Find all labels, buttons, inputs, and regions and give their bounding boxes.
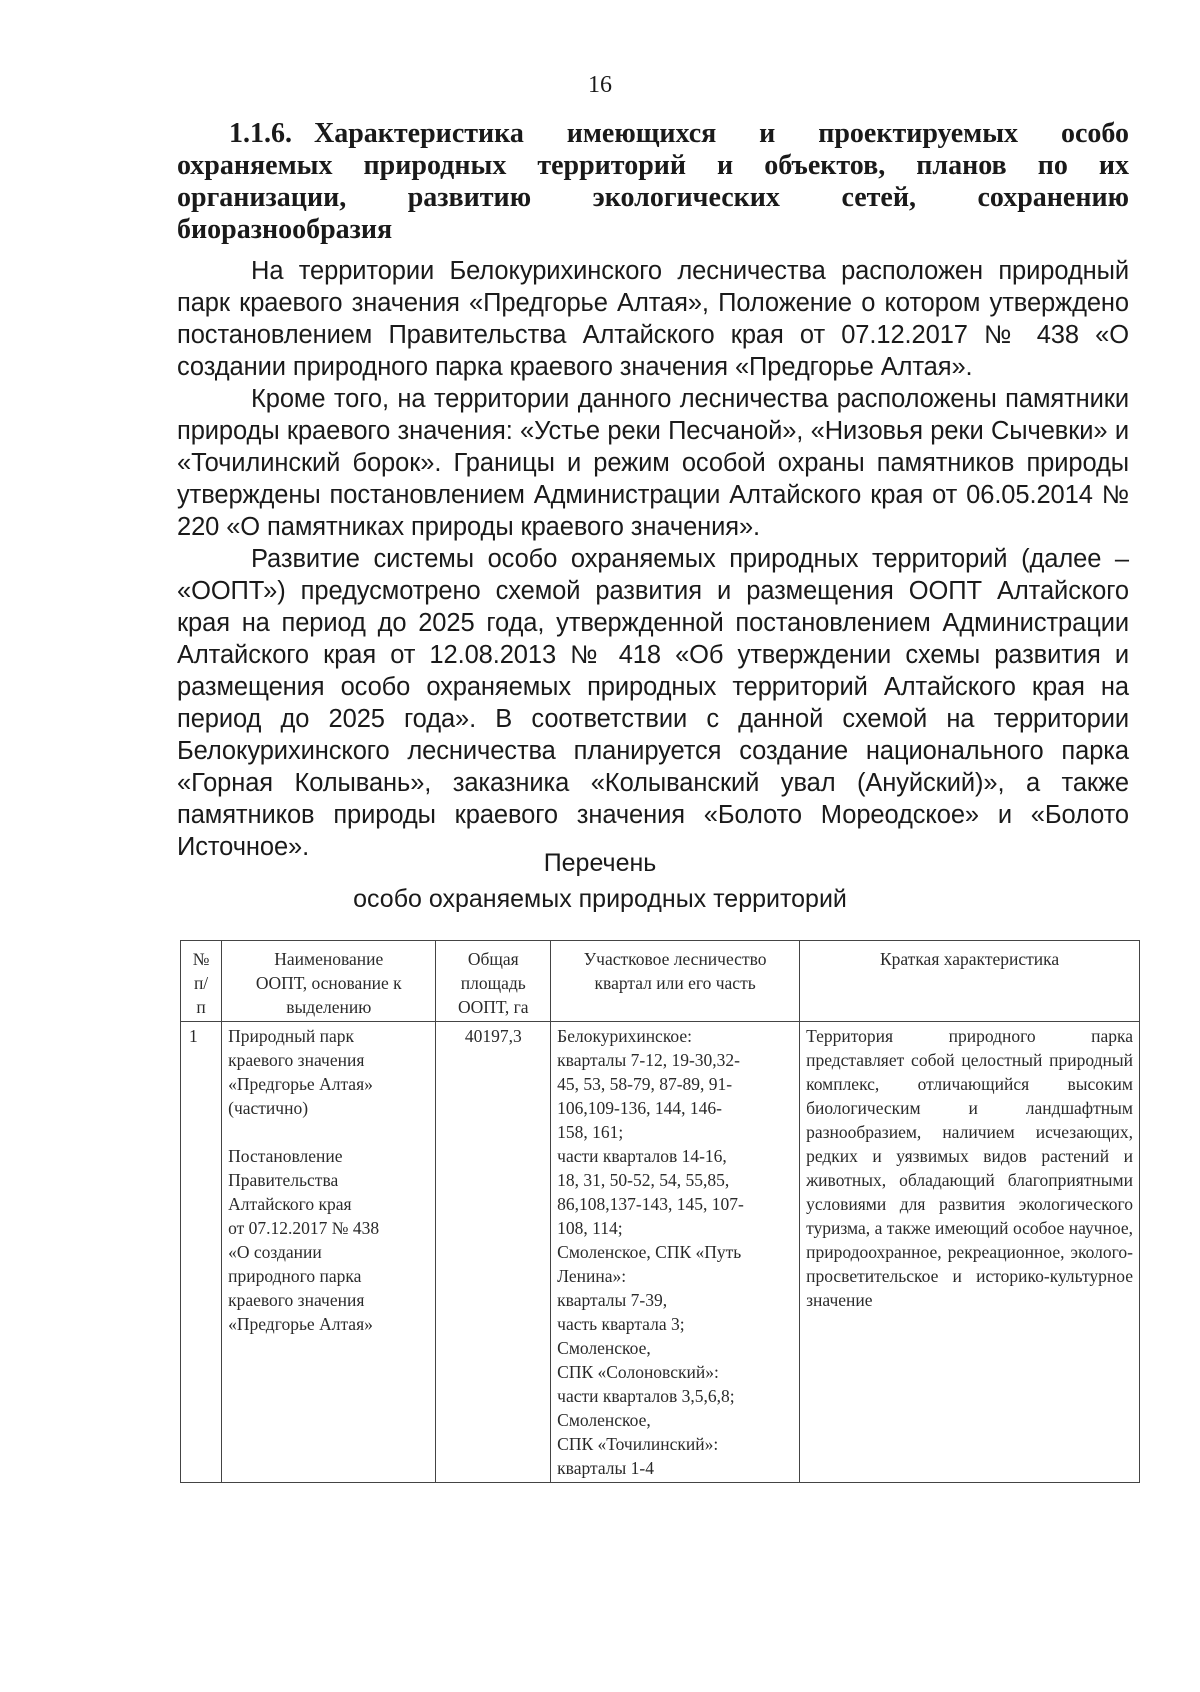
header-description: Краткая характеристика <box>800 941 1140 1022</box>
cell-number: 1 <box>181 1022 222 1483</box>
page-number: 16 <box>588 72 612 98</box>
header-area: Общая площадь ООПТ, га <box>436 941 551 1022</box>
section-title: Характеристика имеющихся и проектируемых особо охраняемых природных территорий и объектов, планов по их организации, развитию экологических сетей, сохранению биоразнообразия <box>177 118 1129 245</box>
table-caption-line2: особо охраняемых природных территорий <box>353 885 847 913</box>
body-text <box>177 255 1129 863</box>
table-caption-line1: Перечень <box>543 849 657 877</box>
section-heading <box>177 118 1129 246</box>
paragraph-3: Развитие системы особо охраняемых природных территорий (далее – «ООПТ») предусмотрено схемой развития и размещения ООПТ Алтайского края на период до 2025 года, утвержденной постановлением Администрации Алтайского края от 12.08.2013 № 418 «Об утверждении схемы развития и размещения особо охраняемых природных территорий Алтайского края на период до 2025 года». В соответствии с данной схемой на территории Белокурихинского лесничества планируется создание национального парка «Горная Колывань», заказника «Колыванский увал (Ануйский)», а также памятников природы краевого значения «Болото Мореодское» и «Болото Источное». <box>177 545 1129 861</box>
header-name: Наименование ООПТ, основание к выделению <box>222 941 436 1022</box>
cell-description: Территория природного парка представляет собой целостный природный комплекс, отличающийся высоким биологическим и ландшафтным разнообразием, наличием исчезающих, редких и уязвимых видов растений и животных, обладающий благоприятными условиями для развития экологического туризма, а также имеющий особое научное, природоохранное, рекреационное, эколого-просветительское и историко-культурное значение <box>800 1022 1140 1483</box>
cell-forestry: Белокурихинское: кварталы 7-12, 19-30,32- 45, 53, 58-79, 87-89, 91- 106,109-136, 144, 146- 158, 161; части кварталов 14-16, 18, 31, 50-52, 54, 55,85, 86,108,137-143, 145, 107- 108, 114; Смоленское, СПК «Путь Ленина»: кварталы 7-39, часть квартала 3; Смоленское, СПК «Солоновский»: части кварталов 3,5,6,8; Смоленское, СПК «Точилинский»: кварталы 1-4 <box>551 1022 800 1483</box>
header-number: № п/ п <box>181 941 222 1022</box>
cell-area: 40197,3 <box>436 1022 551 1483</box>
table-header-row <box>181 941 1140 1022</box>
table-row <box>181 1022 1140 1483</box>
paragraph-2: Кроме того, на территории данного лесничества расположены памятники природы краевого значения: «Устье реки Песчаной», «Низовья реки Сычевки» и «Точилинский борок». Границы и режим особой охраны памятников природы утверждены постановлением Администрации Алтайского края от 06.05.2014 № 220 «О памятниках природы краевого значения». <box>177 385 1129 541</box>
cell-name: Природный парк краевого значения «Предгорье Алтая» (частично) Постановление Правительства Алтайского края от 07.12.2017 № 438 «О создании природного парка краевого значения «Предгорье Алтая» <box>222 1022 436 1483</box>
section-number: 1.1.6. <box>229 118 292 149</box>
paragraph-1: На территории Белокурихинского лесничества расположен природный парк краевого значения «Предгорье Алтая», Положение о котором утверждено постановлением Правительства Алтайского края от 07.12.2017 № 438 «О создании природного парка краевого значения «Предгорье Алтая». <box>177 257 1129 381</box>
header-forestry: Участковое лесничество квартал или его часть <box>551 941 800 1022</box>
oopt-table <box>180 940 1140 1483</box>
